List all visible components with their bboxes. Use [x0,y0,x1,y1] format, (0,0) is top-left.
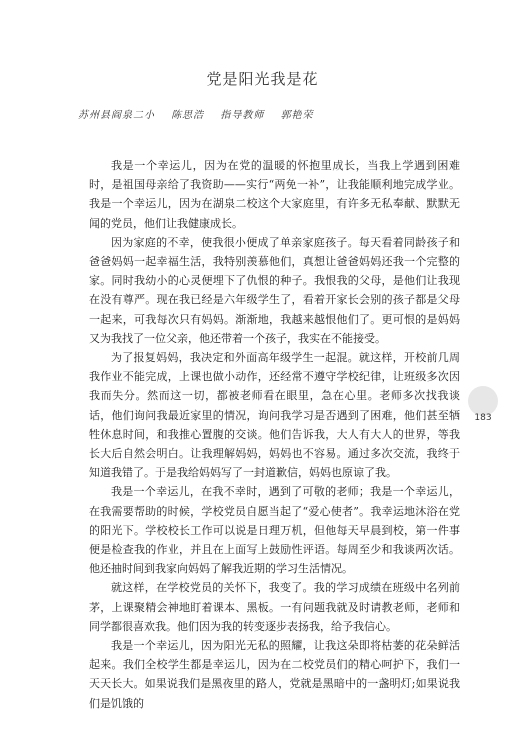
byline-teacher-label: 指导教师 [220,110,265,121]
byline-author: 陈思浩 [171,110,205,121]
byline-school: 苏州县阎泉二小 [78,110,155,121]
article-body [89,156,460,713]
paragraph: 为了报复妈妈，我决定和外面高年级学生一起混。就这样，开校前几周我作业不能完成，上课也做小动作，还经常不遵守学校纪律，让班级多次因我而失分。然而这一切，都被老师看在眼里，急在心里。老师多次找我谈话，他们询问我最近家里的情况，询问我学习是否遇到了困难，他们甚至牺牲休息时间，和我推心置腹的交谈。他们告诉我，大人有大人的世界，等我长大后自然会明白。让我理解妈妈，妈妈也不容易。通过多次交流，我终于知道我错了。于是我给妈妈写了一封道歉信，妈妈也原谅了我。 [89,351,460,480]
page-number-tab [468,386,498,426]
byline [78,106,326,121]
page-title: 党是阳光我是花 [206,70,319,88]
page-tab-circle [468,386,498,416]
page-number: 183 [474,413,492,423]
byline-teacher: 郭艳荣 [280,110,314,121]
paragraph: 就这样，在学校党员的关怀下，我变了。我的学习成绩在班级中名列前茅，上课聚精会神地盯着课本、黑板。一有问题我就及时请教老师，老师和同学都很喜欢我。他们因为我的转变逐步表扬我，给予我信心。 [89,581,460,633]
paragraph: 我是一个幸运儿，在我不幸时，遇到了可敬的老师；我是一个幸运儿，在我需要帮助的时候，学校党员自愿当起了“爱心使者”。我幸运地沐浴在党的阳光下。学校校长工作可以说是日理万机，但他每天早晨到校，第一件事便是检查我的作业，并且在上面写上鼓励性评语。每周至少和我谈两次话。他还抽时间到我家向妈妈了解我近期的学习生活情况。 [89,485,460,576]
paragraph: 我是一个幸运儿，因为阳光无私的照耀，让我这朵即将枯萎的花朵鲜活起来。我们全校学生都是幸运儿，因为在二校党员们的精心呵护下，我们一天天长大。如果说我们是黑夜里的路人，党就是黑暗中的一盏明灯;如果说我们是饥饿的 [89,639,460,710]
paragraph: 我是一个幸运儿，因为在党的温暖的怀抱里成长，当我上学遇到困难时，是祖国母亲给了我资助——实行“两免一补”，让我能顺利地完成学业。我是一个幸运儿，因为在湖泉二校这个大家庭里，有许多无私奉献、默默无闻的党员，他们让我健康成长。 [89,159,460,230]
paragraph: 因为家庭的不幸，使我很小便成了单亲家庭孩子。每天看着同龄孩子和爸爸妈妈一起幸福生活，我特别羡慕他们，真想让爸爸妈妈还我一个完整的家。同时我幼小的心灵便埋下了仇恨的种子。我恨我的父母，是他们让我现在没有尊严。现在我已经是六年级学生了，看着开家长会别的孩子都是父母一起来，可我每次只有妈妈。渐渐地，我越来越恨他们了。更可恨的是妈妈又为我找了一位父亲，他还带着一个孩子，我实在不能接受。 [89,235,460,345]
